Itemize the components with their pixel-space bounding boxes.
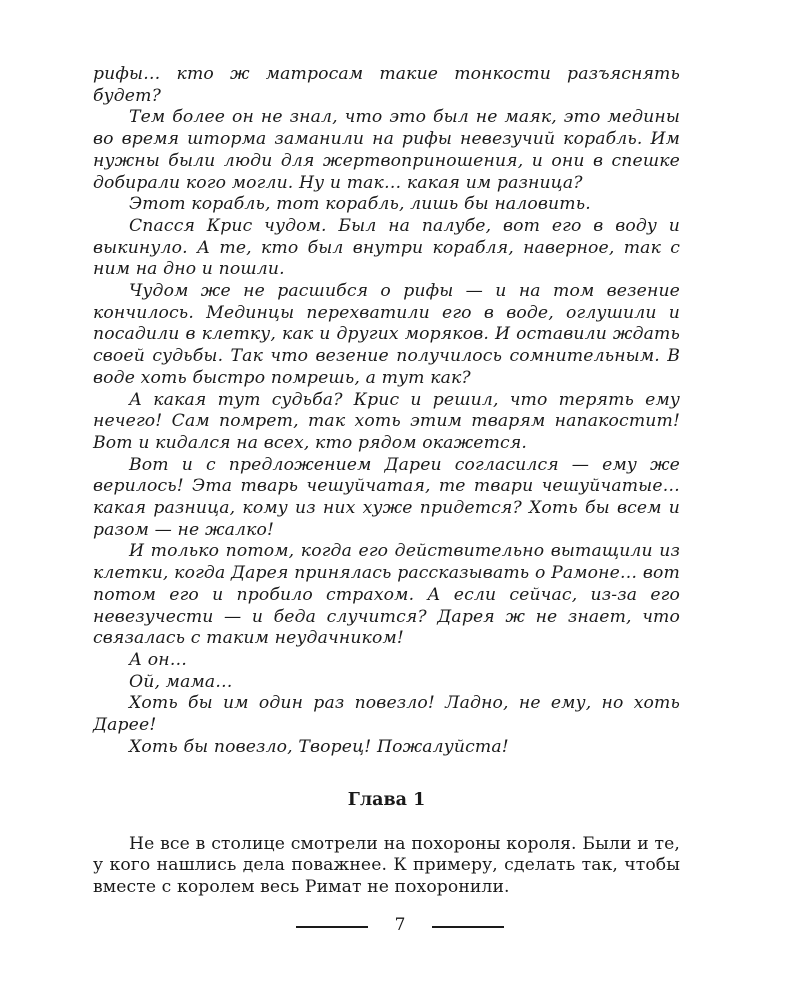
paragraph: Этот корабль, тот корабль, лишь бы наловить.: [129, 194, 591, 215]
paragraph: Не все в столице смотрели на похороны короля. Были и те, у кого нашлись дела поважнее. К примеру, сделать так, чтобы вместе с королем весь Римат не похоронили.: [93, 833, 680, 897]
paragraph: Спасся Крис чудом. Был на палубе, вот его в воду и выкинуло. А те, кто был внутри корабля, наверное, так с ним на дно и пошли.: [93, 215, 680, 280]
page-footer: [0, 910, 800, 940]
paragraph: Вот и с предложением Дареи согласился — ему же верилось! Эта тварь чешуйчатая, те твари чешуйчатые… какая разница, кому из них хуже придется? Хоть бы всем и разом — не жалко!: [93, 454, 680, 540]
prologue-text: [93, 64, 680, 759]
paragraph: А он…: [129, 649, 188, 670]
chapter-title: Глава 1: [347, 789, 426, 810]
footer-rule-right: [432, 926, 504, 928]
paragraph: Тем более он не знал, что это был не маяк, это медины во время шторма заманили на рифы невезучий корабль. Им нужны были люди для жертвоприношения, и они в спешке добирали кого могли. Ну и так… какая им разница?: [93, 107, 680, 193]
paragraph: А какая тут судьба? Крис и решил, что терять ему нечего! Сам помрет, так хоть этим тварям напакостит! Вот и кидался на всех, кто рядом окажется.: [93, 389, 680, 453]
paragraph: Чудом же не расшибся о рифы — и на том везение кончилось. Мединцы перехватили его в воде, оглушили и посадили в клетку, как и других моряков. И оставили ждать своей судьбы. Так что везение получилось сомнительным. В воде хоть быстро помрешь, а тут как?: [93, 281, 680, 388]
page-number: 7: [394, 915, 406, 935]
paragraph: рифы… кто ж матросам такие тонкости разъяснять будет?: [93, 64, 680, 106]
page-body: [93, 64, 680, 899]
paragraph: Хоть бы им один раз повезло! Ладно, не ему, но хоть Дарее!: [93, 693, 680, 736]
paragraph: Ой, мама…: [129, 671, 233, 692]
paragraph: Хоть бы повезло, Творец! Пожалуйста!: [129, 736, 509, 757]
paragraph: И только потом, когда его действительно вытащили из клетки, когда Дарея принялась рассказывать о Рамоне… вот потом его и пробило страхом. А если сейчас, из-за его невезучести — и беда случится? Дарея ж не знает, что связалась с таким неудачником!: [93, 541, 680, 649]
footer-rule-left: [296, 926, 368, 928]
chapter-text: [93, 834, 680, 899]
